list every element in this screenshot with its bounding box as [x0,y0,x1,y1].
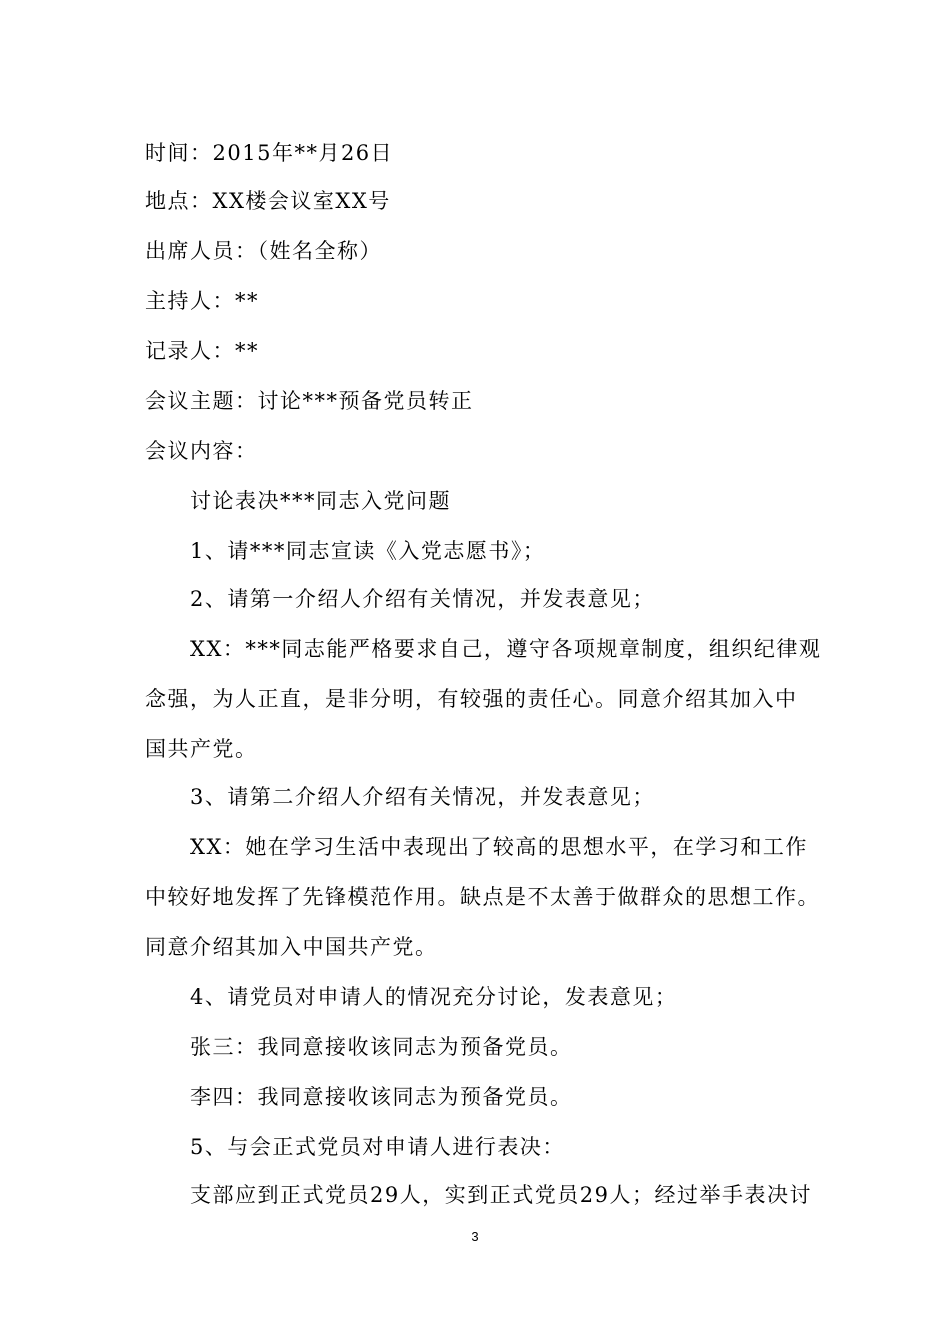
meeting-content-label: 会议内容： [145,439,258,463]
agenda-item-3: 3、请第二介绍人介绍有关情况，并发表意见； [190,785,655,809]
meeting-time: 时间：2015年**月26日 [145,141,394,165]
opinion-zhangsan: 张三：我同意接收该同志为预备党员。 [190,1035,573,1059]
agenda-item-1: 1、请***同志宣读《入党志愿书》； [190,539,546,563]
vote-paragraph-line-1: 支部应到正式党员29人，实到正式党员29人；经过举手表决讨 [190,1183,812,1207]
agenda-item-4: 4、请党员对申请人的情况充分讨论，发表意见； [190,985,678,1009]
introducer-1-paragraph-line-2: 念强，为人正直，是非分明，有较强的责任心。同意介绍其加入中 [145,687,798,711]
introducer-2-paragraph-line-2: 中较好地发挥了先锋模范作用。缺点是不太善于做群众的思想工作。 [145,885,820,909]
meeting-recorder: 记录人：** [145,339,259,363]
opinion-lisi: 李四：我同意接收该同志为预备党员。 [190,1085,573,1109]
introducer-1-paragraph-line-3: 国共产党。 [145,737,258,761]
meeting-place: 地点：XX楼会议室XX号 [145,189,391,213]
meeting-topic: 会议主题：讨论***预备党员转正 [145,389,474,413]
meeting-host: 主持人：** [145,289,259,313]
meeting-attendees: 出席人员：（姓名全称） [145,239,382,263]
agenda-item-5: 5、与会正式党员对申请人进行表决： [190,1135,565,1159]
introducer-2-paragraph-line-1: XX：她在学习生活中表现出了较高的思想水平，在学习和工作 [190,835,808,859]
introducer-2-paragraph-line-3: 同意介绍其加入中国共产党。 [145,935,438,959]
introducer-1-paragraph-line-1: XX：***同志能严格要求自己，遵守各项规章制度，组织纪律观 [190,637,822,661]
agenda-item-2: 2、请第一介绍人介绍有关情况，并发表意见； [190,587,655,611]
page-number: 3 [471,1229,479,1244]
agenda-title: 讨论表决***同志入党问题 [190,489,451,513]
